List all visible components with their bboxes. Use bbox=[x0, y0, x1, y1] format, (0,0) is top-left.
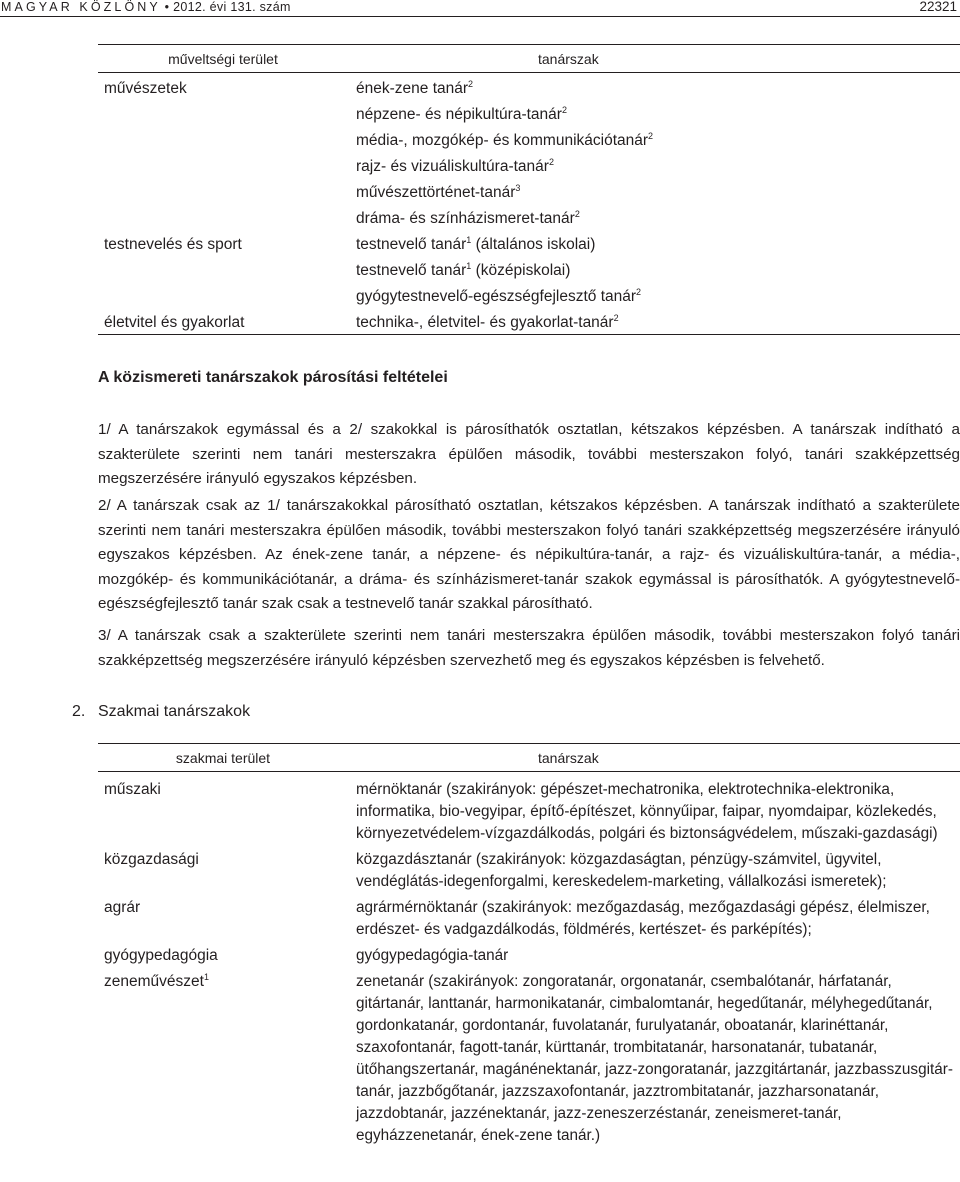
paragraph-2: 2/ A tanárszak csak az 1/ tanárszakokkal párosítható osztatlan, kétszakos képzésben. A tanárszak indítható a szakterülete szerinti nem tanári mesterszakra épülően második, további mesterszakon folyó tanári szakképzettség megszerzésére irányuló egyszakos képzésben. Az ének-zene tanár, a népzene- és népikultúra-tanár, a rajz- és vizuáliskultúra-tanár, a média-, mozgókép- és kommunikációtanár, a dráma- és színházismeret-tanár szakok egymással is párosíthatók. A gyógytestnevelő-egészségfejlesztő tanár szak csak a testnevelő tanár szakkal párosítható. bbox=[98, 497, 960, 612]
section-2-title: Szakmai tanárszakok bbox=[98, 703, 251, 720]
section-number: 2. bbox=[72, 703, 86, 720]
area-cell: zeneművészet$^1$ bbox=[104, 972, 209, 990]
general-subjects-table bbox=[98, 44, 960, 335]
area-cell: műszaki bbox=[104, 781, 161, 798]
column-header-area: műveltségi terület bbox=[168, 51, 278, 67]
table-row bbox=[98, 849, 960, 893]
bullet: • bbox=[164, 0, 170, 14]
list-item: rajz- és vizuáliskultúra-tanár$^2$ bbox=[356, 157, 554, 175]
column-header-teacher: tanárszak bbox=[538, 750, 599, 766]
area-cell: agrár bbox=[104, 899, 141, 916]
paragraph-1: 1/ A tanárszakok egymással és a 2/ szakokkal is párosíthatók osztatlan, kétszakos képzésben. A tanárszak indítható a szakterülete szerinti nem tanári mesterszakra épülően második, további mesterszakon folyó, tanári szakképzettség megszerzésére irányuló egyszakos képzésben. bbox=[98, 421, 960, 487]
header-rule bbox=[0, 16, 960, 17]
table-row bbox=[98, 897, 960, 941]
list-item: művészettörténet-tanár$^3$ bbox=[356, 183, 521, 201]
area-cell: közgazdasági bbox=[104, 851, 199, 868]
list-item: dráma- és színházismeret-tanár$^2$ bbox=[356, 209, 580, 227]
list-item: népzene- és népikultúra-tanár$^2$ bbox=[356, 105, 567, 123]
table-header bbox=[98, 45, 960, 73]
area-cell: gyógypedagógia bbox=[104, 947, 218, 964]
journal-issue bbox=[1, 0, 291, 14]
table-row bbox=[98, 232, 960, 310]
teacher-cell: gyógypedagógia-tanár bbox=[356, 947, 509, 964]
paragraph-3: 3/ A tanárszak csak a szakterülete szerinti nem tanári mesterszakra épülően második, további mesterszakon folyó tanári szakképzettség megszerzésére irányuló képzésben szervezhető meg és egyszakos képzésben is felvehető. bbox=[98, 627, 960, 669]
page-number: 22321 bbox=[919, 0, 957, 14]
list-item: testnevelő tanár$^1$ (középiskolai) bbox=[356, 261, 571, 279]
page-header bbox=[0, 0, 960, 14]
column-header-area: szakmai terület bbox=[175, 750, 271, 766]
teacher-cell bbox=[356, 310, 960, 336]
list-item: ének-zene tanár$^2$ bbox=[356, 79, 474, 97]
teacher-cell: agrármérnöktanár (szakirányok: mezőgazdaság, mezőgazdasági gépész, élelmiszer, erdészet- és vadgazdálkodás, földmérés, kertészet- és parképítés); bbox=[356, 899, 930, 938]
table-row bbox=[98, 310, 960, 336]
section-2-heading bbox=[72, 703, 250, 721]
column-header-teacher: tanárszak bbox=[538, 51, 599, 67]
table-row bbox=[98, 779, 960, 845]
area-cell: testnevelés és sport bbox=[104, 236, 242, 253]
teacher-cell: zenetanár (szakirányok: zongoratanár, orgonatanár, csembalótanár, hárfatanár, gitártanár, lanttanár, harmonikatanár, cimbalomtanár, hegedűtanár, mélyhegedűtanár, gordonkatanár, gordontanár, fuvolatanár, furulyatanár, oboatanár, klarinéttanár, szaxofontanár, fagott-tanár, kürttanár, trombitatanár, harsonatanár, tubatanár, ütőhangszertanár, magánénektanár, jazz-zongoratanár, jazzgitártanár, jazzbasszusgitár-tanár, jazzbőgőtanár, jazzszaxofontanár, jazztrombitatanár, jazzharsonatanár, jazzdobtanár, jazzénektanár, jazz-zeneszerzéstanár, zeneismeret-tanár, egyházzenetanár, ének-zene tanár.) bbox=[356, 973, 953, 1144]
journal-name: MAGYAR KÖZLÖNY bbox=[1, 0, 161, 14]
list-item: testnevelő tanár$^1$ (általános iskolai) bbox=[356, 235, 596, 253]
list-item: technika-, életvitel- és gyakorlat-tanár$^2$ bbox=[356, 313, 619, 331]
list-item: média-, mozgókép- és kommunikációtanár$^2$ bbox=[356, 131, 654, 149]
area-cell: művészetek bbox=[104, 80, 187, 97]
area-cell: életvitel és gyakorlat bbox=[104, 314, 245, 331]
teacher-cell: közgazdásztanár (szakirányok: közgazdaságtan, pénzügy-számvitel, ügyvitel, vendéglátás-idegenforgalmi, kereskedelem-marketing, vállalkozási ismeretek); bbox=[356, 851, 887, 890]
table-row bbox=[98, 945, 960, 967]
list-item: gyógytestnevelő-egészségfejlesztő tanár$^2$ bbox=[356, 287, 642, 305]
teacher-cell bbox=[356, 76, 960, 232]
vocational-subjects-table bbox=[98, 743, 960, 1182]
issue-label: 2012. évi 131. szám bbox=[173, 0, 291, 14]
table-row bbox=[98, 76, 960, 232]
section-title: A közismereti tanárszakok párosítási feltételei bbox=[98, 369, 448, 386]
teacher-cell bbox=[356, 232, 960, 310]
table-row bbox=[98, 971, 960, 1147]
table-header bbox=[98, 744, 960, 772]
teacher-cell: mérnöktanár (szakirányok: gépészet-mechatronika, elektrotechnika-elektronika, informatika, bio-vegyipar, építő-építészet, könnyűipar, faipar, nyomdaipar, közlekedés, környezetvédelem-vízgazdálkodás, polgári és biztonságvédelem, műszaki-gazdasági) bbox=[356, 781, 938, 842]
